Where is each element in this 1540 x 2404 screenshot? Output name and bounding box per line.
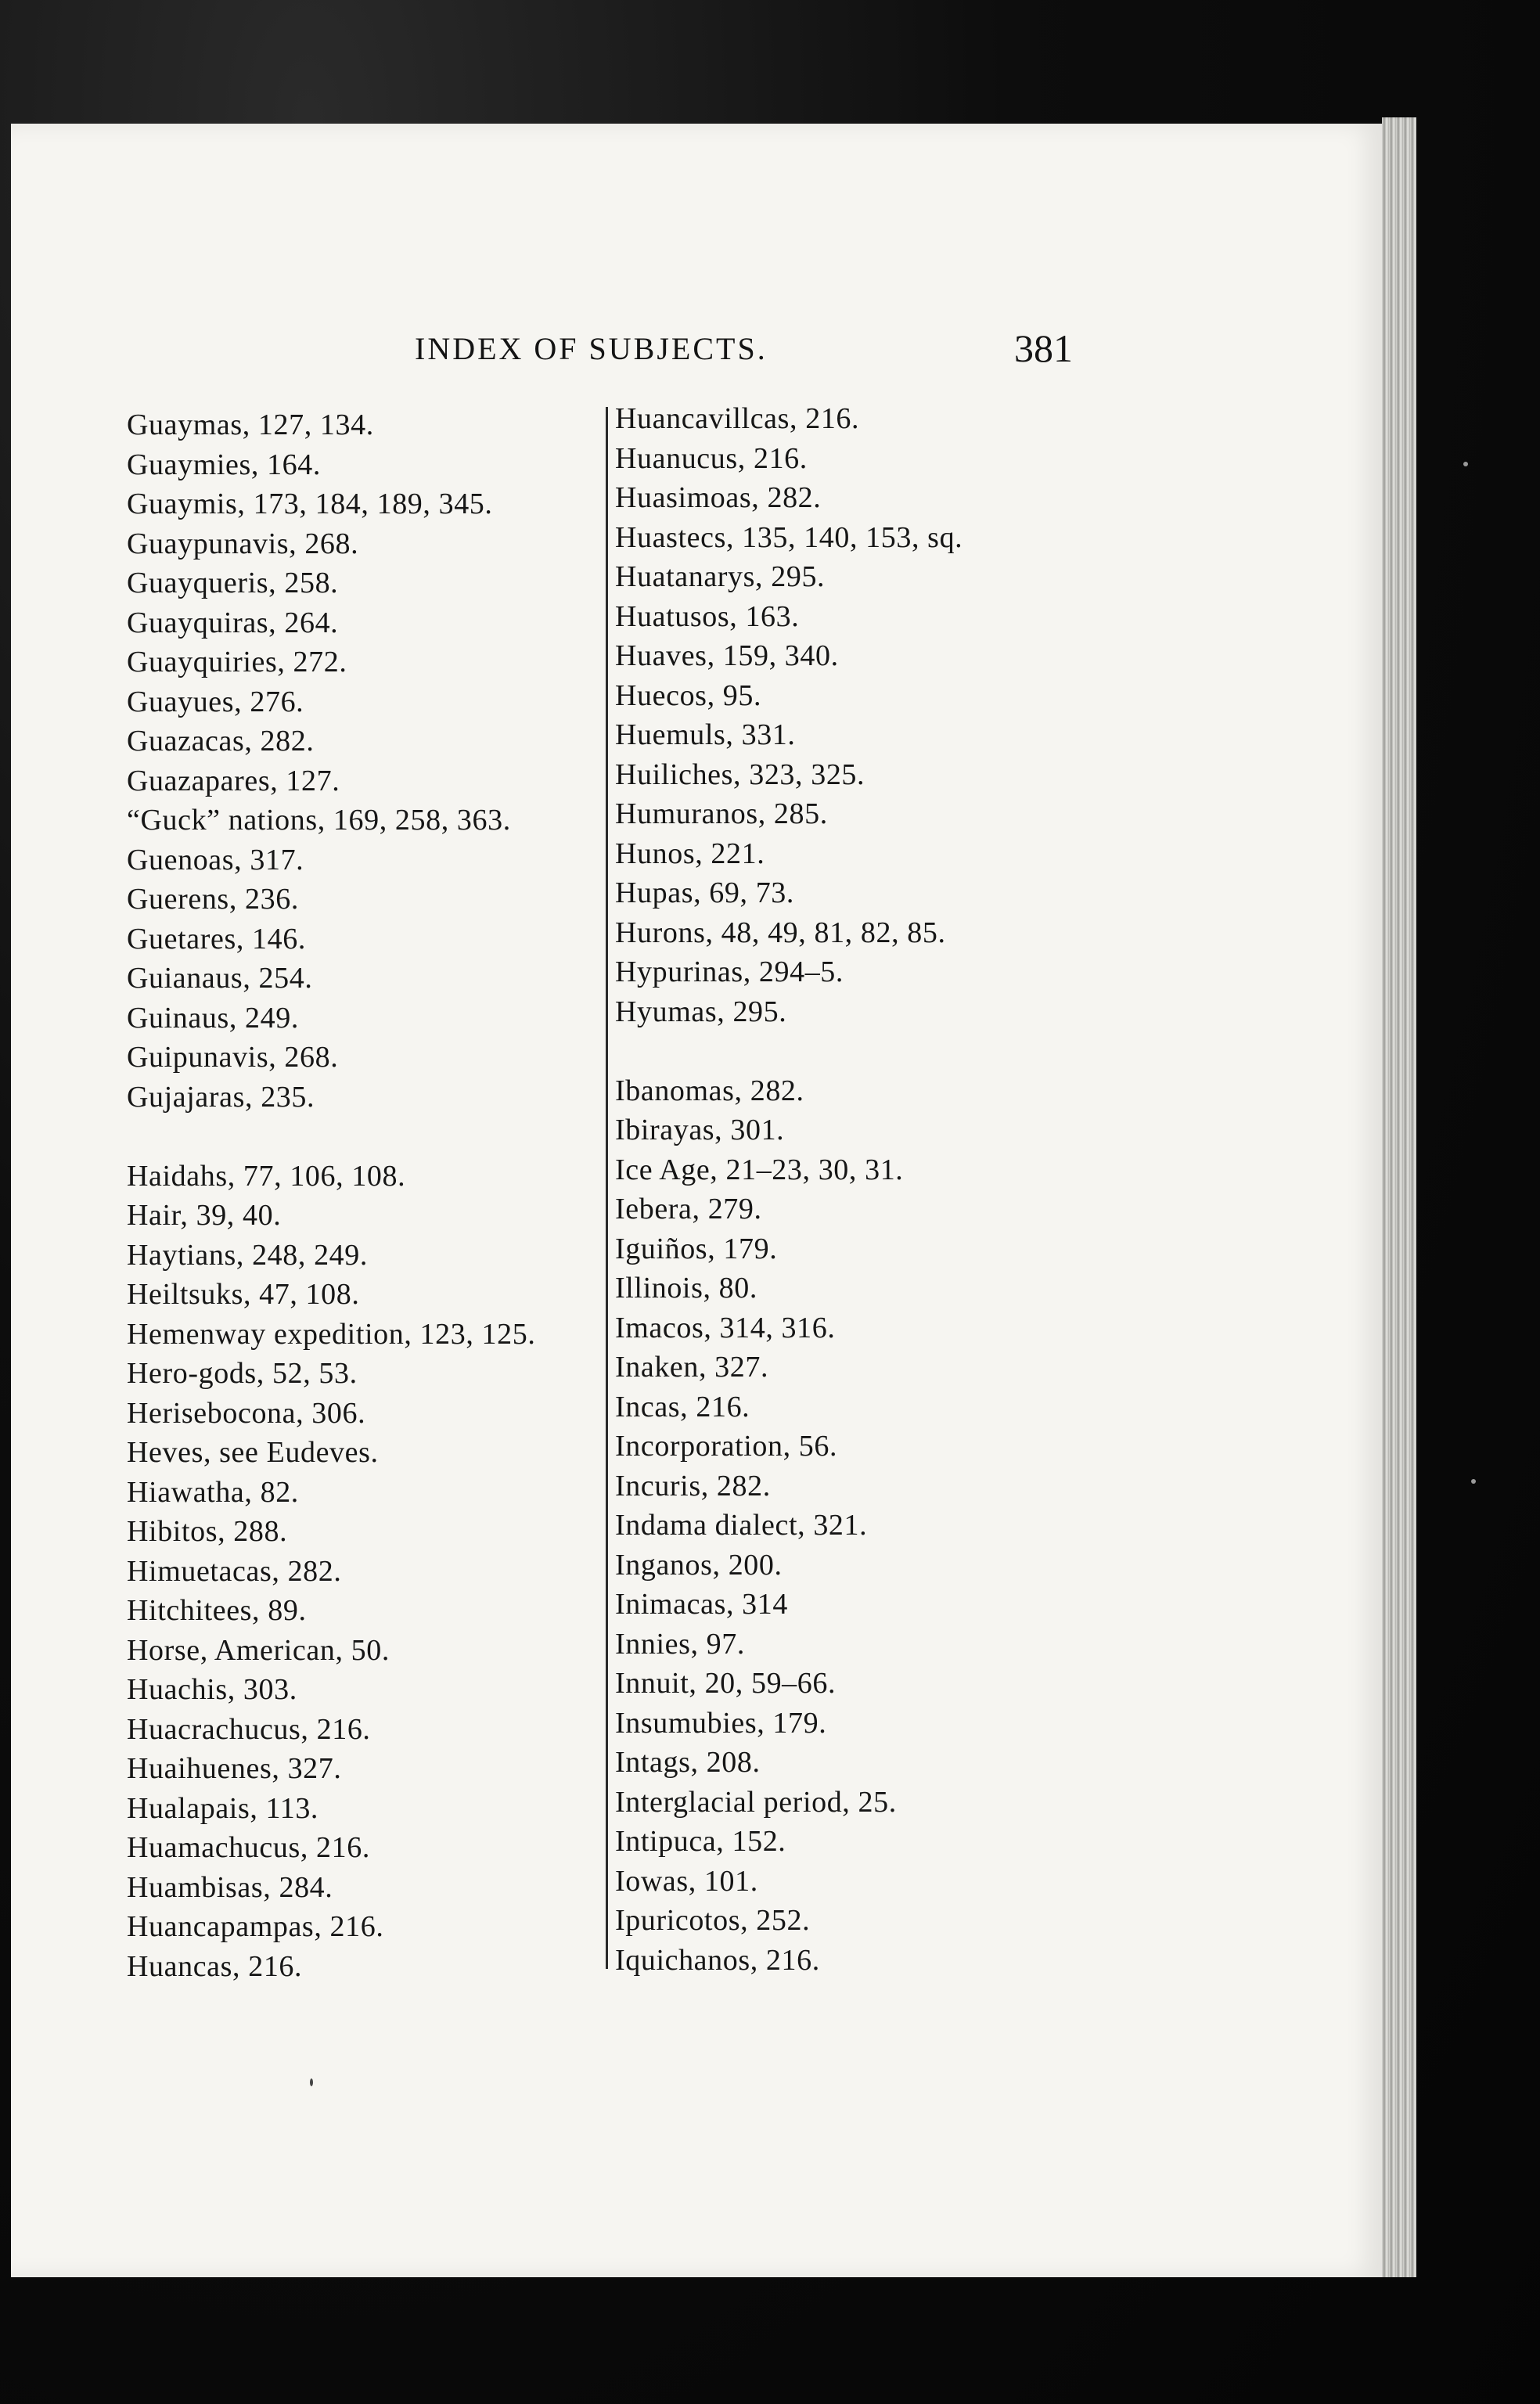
- index-entry: Huacrachucus, 216.: [127, 1712, 371, 1746]
- index-entry: Huaihuenes, 327.: [127, 1752, 342, 1785]
- index-entry: Guayqueris, 258.: [127, 567, 339, 599]
- index-entry: Inaken, 327.: [615, 1351, 769, 1384]
- index-entry: Huastecs, 135, 140, 153, sq.: [615, 520, 963, 554]
- index-entry: Hypurinas, 294–5.: [615, 955, 844, 988]
- index-entry: Ipuricotos, 252.: [615, 1904, 811, 1937]
- index-entry: Guayues, 276.: [127, 685, 304, 718]
- index-entry: Haidahs, 77, 106, 108.: [127, 1159, 406, 1193]
- index-entry: Hair, 39, 40.: [127, 1199, 282, 1232]
- index-entry: “Guck” nations, 169, 258, 363.: [127, 804, 511, 837]
- index-entry: Guinaus, 249.: [127, 1001, 299, 1035]
- index-entry: Huasimoas, 282.: [615, 481, 822, 514]
- index-entry: Inganos, 200.: [615, 1548, 783, 1582]
- index-entry: Interglacial period, 25.: [615, 1785, 897, 1819]
- index-entry: Guazacas, 282.: [127, 725, 315, 758]
- index-entry: Hurons, 48, 49, 81, 82, 85.: [615, 916, 946, 949]
- index-entry: Huambisas, 284.: [127, 1870, 333, 1904]
- index-entry: Hupas, 69, 73.: [615, 876, 794, 909]
- page-fore-edge: [1382, 117, 1416, 2277]
- index-entry: Hualapais, 113.: [127, 1791, 319, 1825]
- index-entry: Ibanomas, 282.: [615, 1074, 804, 1107]
- index-entry: Ice Age, 21–23, 30, 31.: [615, 1153, 904, 1186]
- index-entry: Guaymas, 127, 134.: [127, 408, 374, 441]
- index-entry: Indama dialect, 321.: [615, 1509, 868, 1542]
- index-entry: Heiltsuks, 47, 108.: [127, 1278, 360, 1311]
- index-entry: Huatanarys, 295.: [615, 560, 826, 593]
- dust-speck: [310, 2078, 313, 2086]
- index-entry: Haytians, 248, 249.: [127, 1238, 368, 1272]
- dust-speck: [1463, 462, 1468, 466]
- index-entry: Inimacas, 314: [615, 1588, 788, 1621]
- index-entry: Huancas, 216.: [127, 1949, 303, 1983]
- index-entry: Hitchitees, 89.: [127, 1594, 307, 1627]
- index-entry: Gujajaras, 235.: [127, 1080, 315, 1114]
- index-entry: Guayquiras, 264.: [127, 606, 339, 639]
- index-entry: Innuit, 20, 59–66.: [615, 1667, 837, 1700]
- index-entry: Heves, see Eudeves.: [127, 1436, 379, 1469]
- index-entry: Huaves, 159, 340.: [615, 639, 839, 672]
- index-entry: Intags, 208.: [615, 1746, 761, 1779]
- index-entry: Imacos, 314, 316.: [615, 1311, 836, 1344]
- index-column-right: [615, 399, 1163, 1980]
- index-entry: Incas, 216.: [615, 1390, 750, 1423]
- index-column-left: [127, 405, 604, 1986]
- index-entry: Iowas, 101.: [615, 1864, 758, 1898]
- index-entry: Horse, American, 50.: [127, 1633, 390, 1667]
- index-entry: Huanucus, 216.: [615, 441, 808, 475]
- index-entry: Hero-gods, 52, 53.: [127, 1357, 358, 1390]
- index-entry: Huancavillcas, 216.: [615, 402, 860, 435]
- column-rule: [606, 407, 608, 1969]
- index-entry: Insumubies, 179.: [615, 1706, 827, 1740]
- index-entry: Guetares, 146.: [127, 922, 306, 955]
- index-entry: Incorporation, 56.: [615, 1430, 838, 1463]
- index-entry: Huamachucus, 216.: [127, 1831, 370, 1864]
- index-entry: Guayquiries, 272.: [127, 646, 347, 678]
- index-entry: Hemenway expedition, 123, 125.: [127, 1317, 536, 1351]
- index-entry: Guipunavis, 268.: [127, 1041, 339, 1074]
- index-entry: Hibitos, 288.: [127, 1515, 288, 1548]
- index-entry: Huancapampas, 216.: [127, 1910, 384, 1943]
- index-entry: Incuris, 282.: [615, 1469, 771, 1502]
- index-entry: Guianaus, 254.: [127, 962, 313, 995]
- index-entry: Hiawatha, 82.: [127, 1475, 299, 1509]
- index-entry: Huachis, 303.: [127, 1673, 297, 1706]
- index-entry: Iquichanos, 216.: [615, 1943, 820, 1977]
- page-number: 381: [1014, 326, 1073, 370]
- index-entry: Huiliches, 323, 325.: [615, 758, 865, 791]
- index-entry: Iebera, 279.: [615, 1193, 762, 1225]
- index-entry: Guerens, 236.: [127, 883, 299, 916]
- running-head: INDEX OF SUBJECTS.: [415, 331, 768, 366]
- index-entry: Guaypunavis, 268.: [127, 527, 359, 560]
- index-entry: Guazapares, 127.: [127, 764, 340, 797]
- index-entry: Herisebocona, 306.: [127, 1396, 366, 1430]
- index-entry: Iguiños, 179.: [615, 1232, 778, 1265]
- index-entry: Huatusos, 163.: [615, 599, 800, 633]
- dust-speck: [1471, 1479, 1476, 1484]
- index-letter-gap: [615, 1031, 1163, 1071]
- index-entry: Innies, 97.: [615, 1627, 745, 1661]
- index-entry: Guenoas, 317.: [127, 843, 304, 876]
- index-entry: Intipuca, 152.: [615, 1825, 786, 1858]
- index-entry: Illinois, 80.: [615, 1272, 757, 1305]
- index-entry: Hunos, 221.: [615, 837, 765, 870]
- index-entry: Humuranos, 285.: [615, 797, 828, 830]
- index-letter-gap: [127, 1117, 604, 1157]
- index-entry: Hyumas, 295.: [615, 995, 787, 1028]
- index-entry: Guaymies, 164.: [127, 448, 321, 481]
- index-entry: Himuetacas, 282.: [127, 1554, 342, 1588]
- index-entry: Huemuls, 331.: [615, 718, 796, 751]
- index-entry: Huecos, 95.: [615, 678, 762, 712]
- index-entry: Ibirayas, 301.: [615, 1114, 785, 1146]
- index-entry: Guaymis, 173, 184, 189, 345.: [127, 488, 493, 520]
